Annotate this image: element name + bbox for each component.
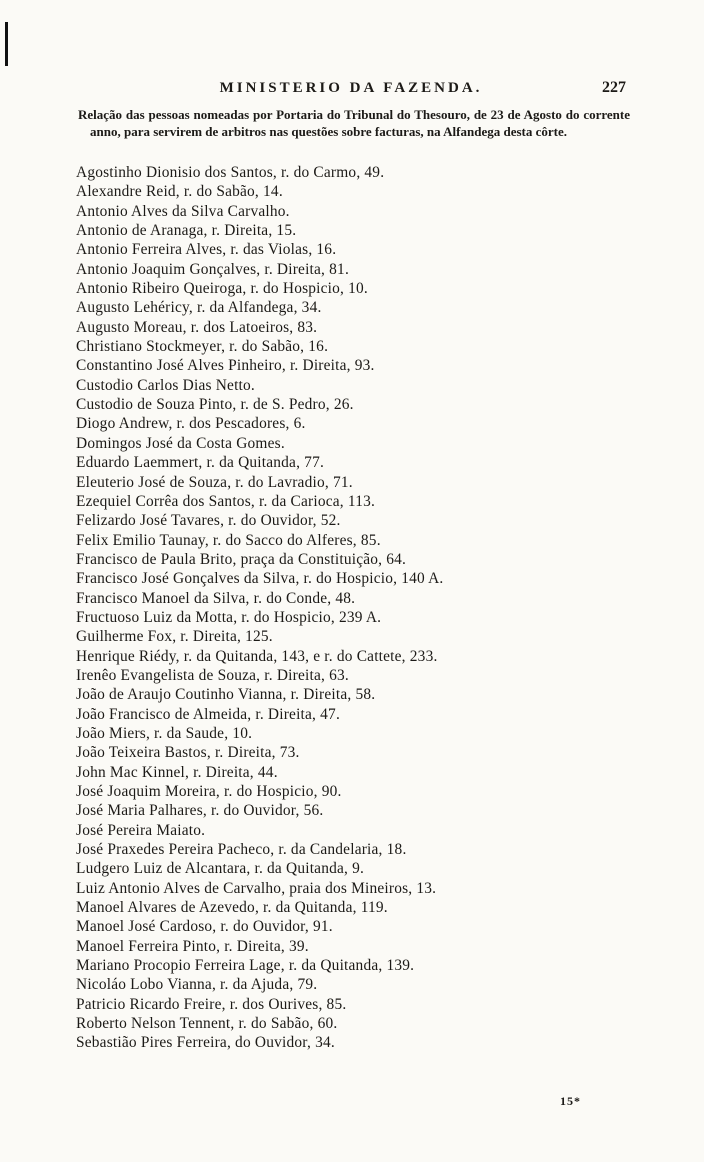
- list-item: Christiano Stockmeyer, r. do Sabão, 16.: [76, 338, 329, 356]
- list-item: Nicoláo Lobo Vianna, r. da Ajuda, 79.: [76, 976, 318, 994]
- list-item: Henrique Riédy, r. da Quitanda, 143, e r. do Cattete, 233.: [76, 647, 438, 665]
- list-item: Eduardo Laemmert, r. da Quitanda, 77.: [76, 454, 325, 472]
- list-item: Guilherme Fox, r. Direita, 125.: [76, 628, 273, 646]
- list-item: Diogo Andrew, r. dos Pescadores, 6.: [76, 415, 306, 433]
- list-item: Antonio de Aranaga, r. Direita, 15.: [76, 222, 297, 240]
- list-item: Antonio Joaquim Gonçalves, r. Direita, 81.: [76, 260, 349, 278]
- list-item: Ludgero Luiz de Alcantara, r. da Quitanda, 9.: [76, 860, 365, 878]
- list-item: Domingos José da Costa Gomes.: [76, 434, 285, 452]
- appointees-list: [76, 163, 636, 1053]
- list-item: Fructuoso Luiz da Motta, r. do Hospicio, 239 A.: [76, 608, 382, 626]
- list-item: Alexandre Reid, r. do Sabão, 14.: [76, 183, 283, 201]
- list-item: Manoel Ferreira Pinto, r. Direita, 39.: [76, 937, 309, 955]
- page-header: [76, 80, 626, 102]
- list-item: Eleuterio José de Souza, r. do Lavradio, 71.: [76, 473, 353, 491]
- list-item: Custodio de Souza Pinto, r. de S. Pedro, 26.: [76, 396, 354, 414]
- list-item: João Teixeira Bastos, r. Direita, 73.: [76, 744, 300, 762]
- list-item: Francisco José Gonçalves da Silva, r. do Hospicio, 140 A.: [76, 570, 444, 588]
- list-item: João Francisco de Almeida, r. Direita, 47.: [76, 705, 340, 723]
- list-item: José Pereira Maiato.: [76, 821, 206, 839]
- list-item: Manoel Alvares de Azevedo, r. da Quitanda, 119.: [76, 899, 388, 917]
- running-title: MINISTERIO DA FAZENDA.: [219, 80, 483, 96]
- list-item: João de Araujo Coutinho Vianna, r. Direita, 58.: [76, 686, 376, 704]
- list-item: Sebastião Pires Ferreira, do Ouvidor, 34.: [76, 1034, 335, 1052]
- list-item: Felix Emilio Taunay, r. do Sacco do Alferes, 85.: [76, 531, 381, 549]
- margin-mark: [5, 22, 8, 66]
- list-item: Felizardo José Tavares, r. do Ouvidor, 52.: [76, 512, 341, 530]
- list-item: Mariano Procopio Ferreira Lage, r. da Quitanda, 139.: [76, 957, 415, 975]
- list-item: Antonio Ribeiro Queiroga, r. do Hospicio, 10.: [76, 280, 368, 298]
- list-item: José Maria Palhares, r. do Ouvidor, 56.: [76, 802, 324, 820]
- list-item: José Joaquim Moreira, r. do Hospicio, 90.: [76, 783, 342, 800]
- list-item: Custodio Carlos Dias Netto.: [76, 376, 255, 394]
- list-item: Luiz Antonio Alves de Carvalho, praia dos Mineiros, 13.: [76, 879, 437, 897]
- list-item: Constantino José Alves Pinheiro, r. Direita, 93.: [76, 357, 375, 375]
- list-item: Augusto Lehéricy, r. da Alfandega, 34.: [76, 299, 322, 317]
- list-item: Patricio Ricardo Freire, r. dos Ourives, 85.: [76, 995, 347, 1013]
- signature-mark: 15*: [560, 1094, 581, 1108]
- list-item: Francisco de Paula Brito, praça da Constituição, 64.: [76, 550, 407, 568]
- list-item: Francisco Manoel da Silva, r. do Conde, 48.: [76, 589, 356, 607]
- list-item: Manoel José Cardoso, r. do Ouvidor, 91.: [76, 918, 333, 936]
- list-item: José Praxedes Pereira Pacheco, r. da Candelaria, 18.: [76, 841, 407, 859]
- list-item: João Miers, r. da Saude, 10.: [76, 724, 253, 742]
- list-item: Augusto Moreau, r. dos Latoeiros, 83.: [76, 318, 318, 336]
- list-item: Agostinho Dionisio dos Santos, r. do Carmo, 49.: [76, 164, 385, 181]
- list-item: Antonio Ferreira Alves, r. das Violas, 16.: [76, 241, 337, 259]
- list-item: John Mac Kinnel, r. Direita, 44.: [76, 763, 278, 781]
- list-item: Ezequiel Corrêa dos Santos, r. da Carioca, 113.: [76, 492, 376, 510]
- list-item: Roberto Nelson Tennent, r. do Sabão, 60.: [76, 1015, 338, 1033]
- list-item: Irenêo Evangelista de Souza, r. Direita, 63.: [76, 666, 349, 684]
- intro-paragraph: Relação das pessoas nomeadas por Portaria do Tribunal do Thesouro, de 23 de Agosto do corrente anno, para servirem de arbitros nas questões sobre facturas, na Alfandega desta côrte.: [78, 107, 630, 139]
- page-number: 227: [602, 79, 626, 96]
- list-item: Antonio Alves da Silva Carvalho.: [76, 202, 290, 220]
